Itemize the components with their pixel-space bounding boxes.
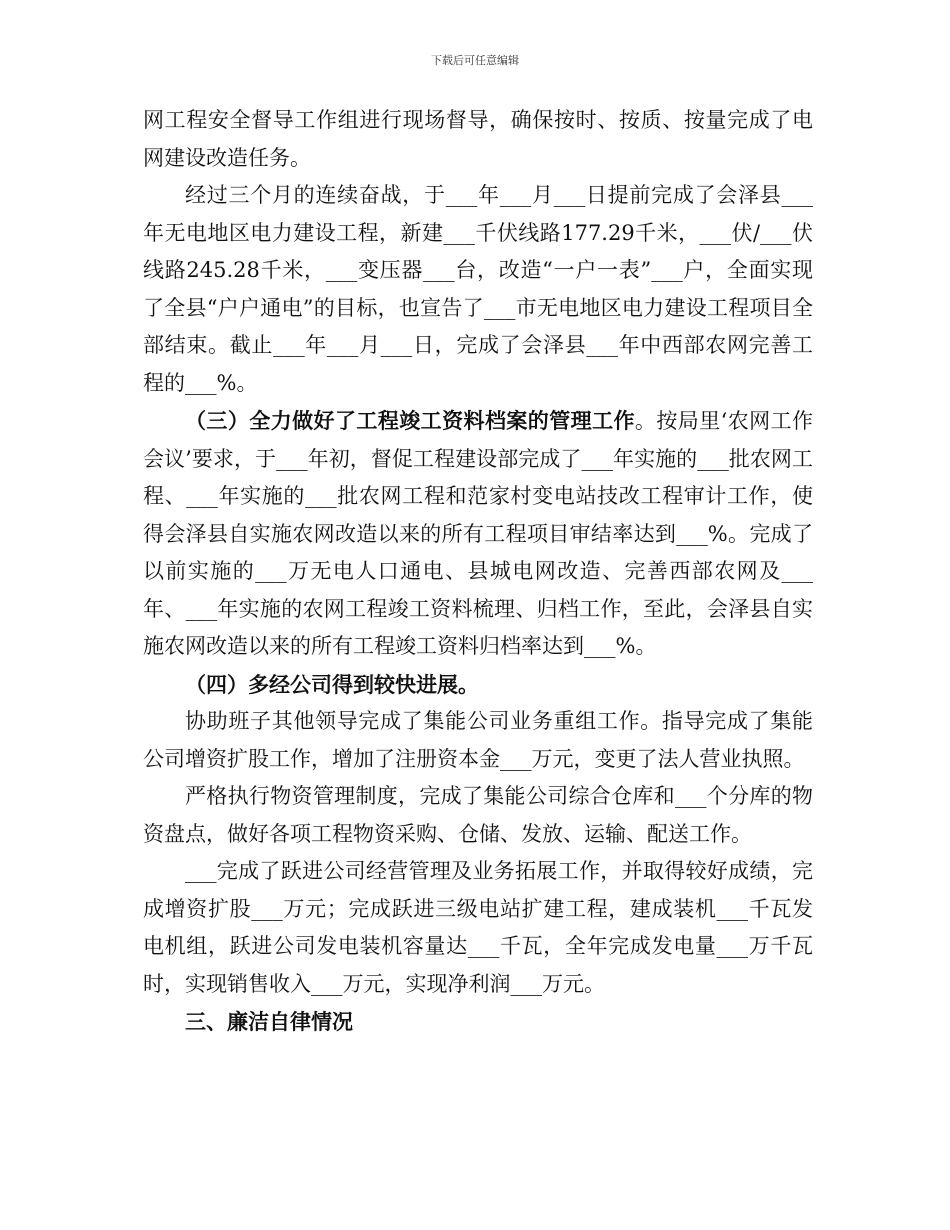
paragraph-yuejin-company: ___完成了跃进公司经营管理及业务拓展工作，并取得较好成绩，完成增资扩股___万元；完成跃进三级电站扩建工程，建成装机___千瓦发电机组，跃进公司发电装机容量达___千瓦，全年完成发电量___万千瓦时，实现销售收入___万元，实现净利润___万元。 (143, 859, 813, 996)
paragraph-material-management: 严格执行物资管理制度，完成了集能公司综合仓库和___个分库的物资盘点，做好各项工程物资采购、仓储、发放、运输、配送工作。 (143, 784, 813, 846)
section-heading-3: （三）全力做好了工程竣工资料档案的管理工作 (185, 408, 635, 433)
section-heading-4: （四）多经公司得到较快进展。 (185, 671, 479, 697)
paragraph-archive-text: 。按局里‘农网工作会议’要求，于___年初，督促工程建设部完成了___年实施的___批农网工程、___年实施的___批农网工程和范家村变电站技改工程审计工作，使得会泽县自实施农网改造以来的所有工程项目审结率达到___%。完成了以前实施的___万无电人口通电、县城电网改造、完善西部农网及___年、___年实施的农网工程竣工资料梳理、归档工作，至此，会泽县自实施农网改造以来的所有工程竣工资料归档率达到___%。 (143, 409, 813, 658)
section-heading-integrity: 三、廉洁自律情况 (185, 1009, 353, 1034)
paragraph-construction-progress: 经过三个月的连续奋战，于___年___月___日提前完成了会泽县___年无电地区电力建设工程，新建___千伏线路177.29千米，___伏/___伏线路245.28千米，___变压器___台，改造“一户一表”___户，全面实现了全县“户户通电”的目标，也宣告了___市无电地区电力建设工程项目全部结束。截止___年___月___日，完成了会泽县___年中西部农网完善工程的___%。 (143, 183, 813, 395)
page-header: 下载后可任意编辑 (431, 54, 519, 67)
document-body (143, 102, 813, 1041)
paragraph-company-restructure: 协助班子其他领导完成了集能公司业务重组工作。指导完成了集能公司增资扩股工作，增加了注册资本金___万元，变更了法人营业执照。 (143, 709, 813, 771)
paragraph-archive-management (143, 402, 813, 666)
paragraph-continuation: 网工程安全督导工作组进行现场督导，确保按时、按质、按量完成了电网建设改造任务。 (143, 108, 813, 170)
